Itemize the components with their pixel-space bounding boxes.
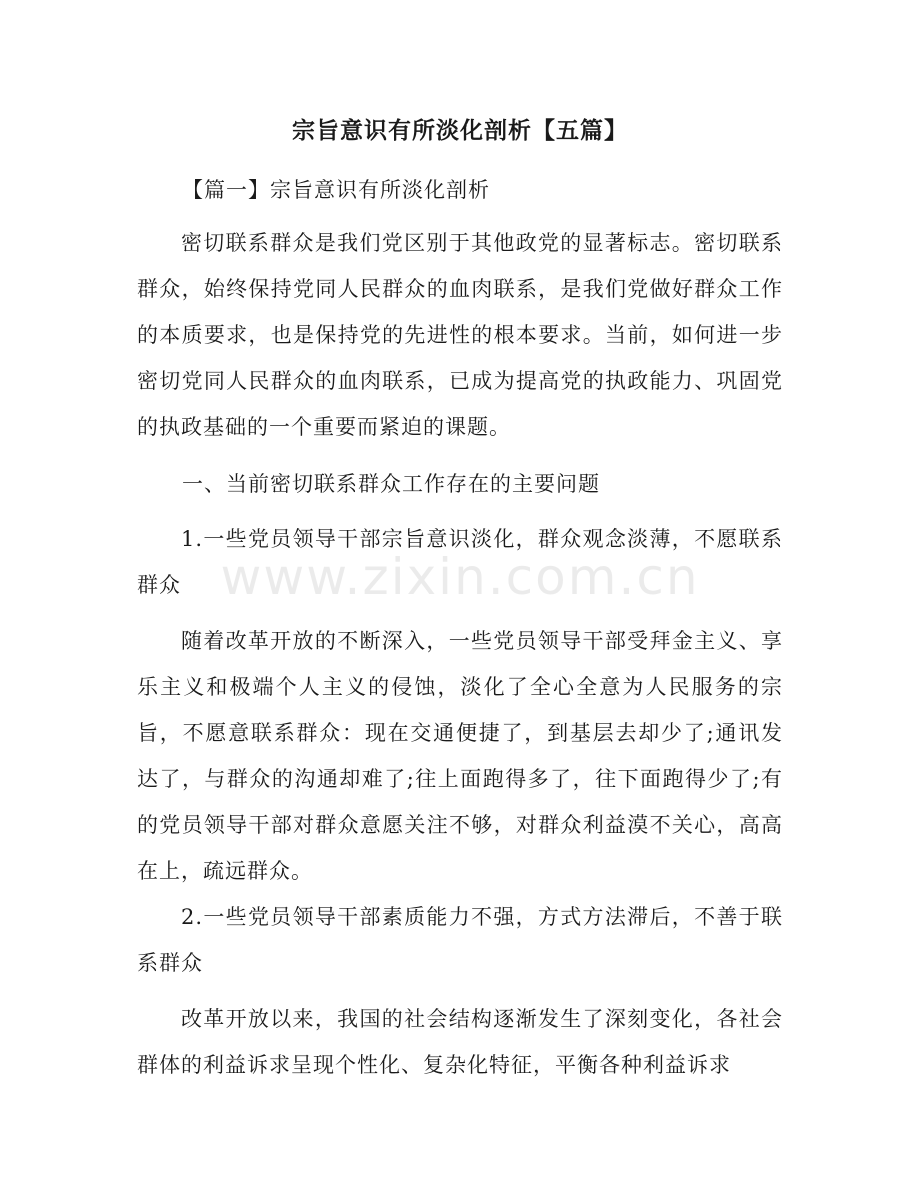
watermark: www.zixin.com.cn <box>220 548 700 606</box>
item-1-heading: 1.一些党员领导干部宗旨意识淡化，群众观念淡薄，不愿联系群众 <box>137 527 783 597</box>
paragraph-3: 改革开放以来，我国的社会结构逐渐发生了深刻变化，各社会群体的利益诉求呈现个性化、复杂化特征，平衡各种利益诉求 <box>137 1007 783 1077</box>
paragraph-1: 密切联系群众是我们党区别于其他政党的显著标志。密切联系群众，始终保持党同人民群众的血肉联系，是我们党做好群众工作的本质要求，也是保持党的先进性的根本要求。当前，如何进一步密切党同人民群众的血肉联系，已成为提高党的执政能力、巩固党的执政基础的一个重要而紧迫的课题。 <box>137 231 783 439</box>
section-heading: 【篇一】宗旨意识有所淡化剖析 <box>182 178 490 202</box>
document-title: 宗旨意识有所淡化剖析【五篇】 <box>292 117 628 144</box>
item-2-heading: 2.一些党员领导干部素质能力不强，方式方法滞后，不善于联系群众 <box>137 905 783 975</box>
part-heading: 一、当前密切联系群众工作存在的主要问题 <box>182 472 600 496</box>
paragraph-2: 随着改革开放的不断深入，一些党员领导干部受拜金主义、享乐主义和极端个人主义的侵蚀，淡化了全心全意为人民服务的宗旨，不愿意联系群众：现在交通便捷了，到基层去却少了;通讯发达了，与群众的沟通却难了;往上面跑得多了，往下面跑得少了;有的党员领导干部对群众意愿关注不够，对群众利益漠不关心，高高在上，疏远群众。 <box>137 629 783 883</box>
